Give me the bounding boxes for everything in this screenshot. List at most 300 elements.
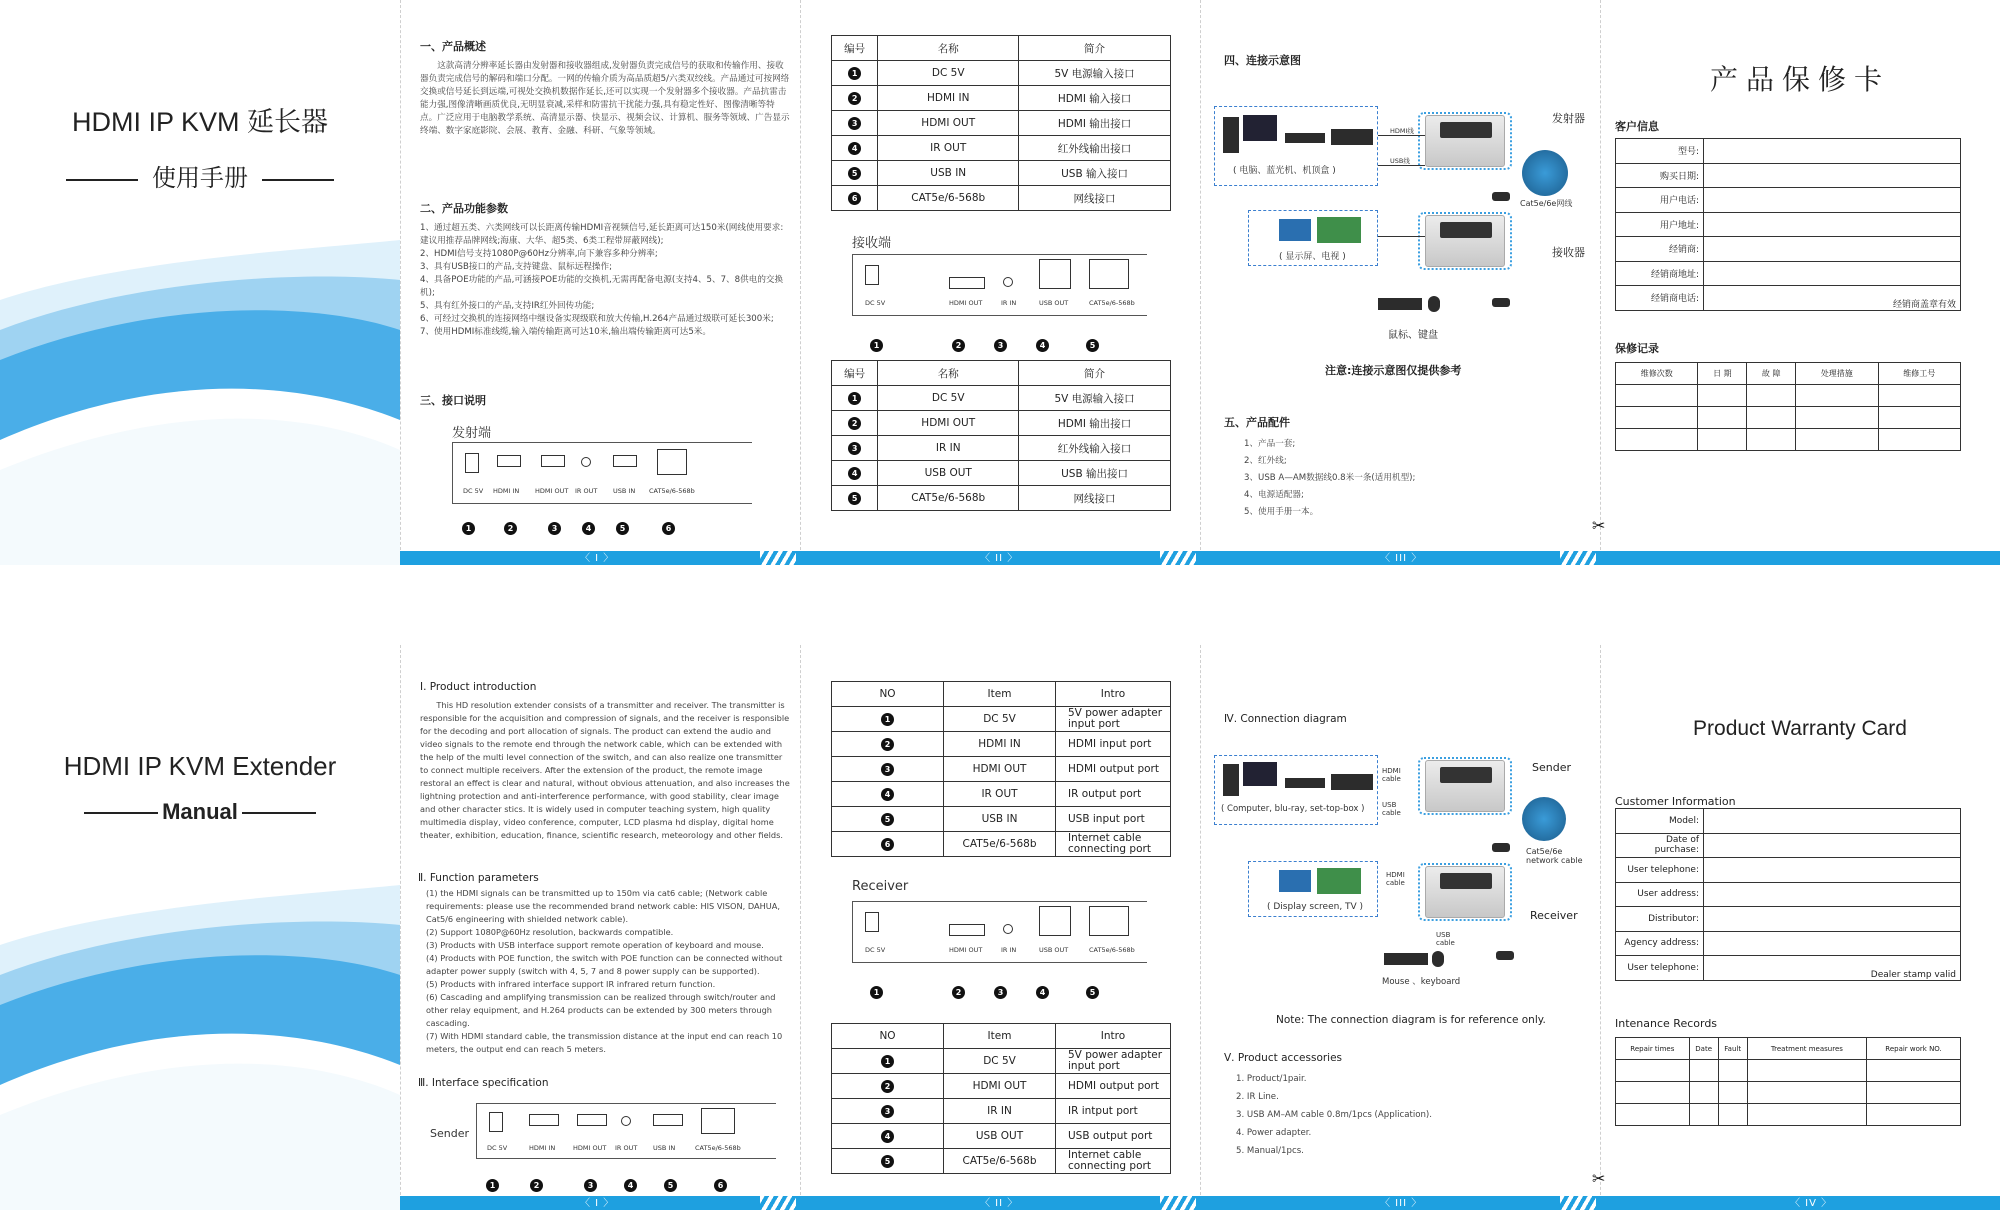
cn-customer-form bbox=[1615, 138, 1961, 311]
table-cell: HDMI OUT bbox=[878, 411, 1019, 436]
user-phone-field[interactable] bbox=[1704, 858, 1961, 883]
cn-warranty-panel bbox=[1600, 0, 2000, 565]
accessory-item: 3. USB AM–AM cable 0.8m/1pcs (Application). bbox=[1236, 1110, 1433, 1120]
cn-warranty-title: 产品保修卡 bbox=[1709, 63, 1890, 96]
port-label: HDMI IN bbox=[493, 487, 520, 495]
usb-cable-label: USB cable bbox=[1436, 931, 1455, 947]
callout-number: 6 bbox=[662, 522, 675, 535]
cn-footer-bar bbox=[400, 551, 2000, 565]
form-row bbox=[1616, 212, 1961, 237]
form-row bbox=[1616, 188, 1961, 213]
port-label: HDMI OUT bbox=[573, 1144, 607, 1152]
dc-port bbox=[865, 265, 879, 285]
accessory-item: 2、红外线; bbox=[1244, 456, 1287, 466]
cn-sender-label: 发射端 bbox=[452, 426, 492, 441]
dc-port bbox=[465, 453, 479, 473]
tv-icon bbox=[1317, 217, 1361, 243]
table-header: 处理措施 bbox=[1796, 363, 1878, 385]
en-warranty-title: Product Warranty Card bbox=[1693, 717, 1907, 740]
row-number: 5 bbox=[881, 1155, 894, 1168]
table-cell: CAT5e/6-568b bbox=[878, 186, 1019, 211]
en-func-list bbox=[418, 887, 794, 1056]
table-cell: 红外线输入接口 bbox=[1019, 436, 1171, 461]
usb-port bbox=[1039, 259, 1071, 289]
cn-func-item: 6、可经过交换机的连接网络中继设备实现级联和放大传输,H.264产品通过级联可延长300米; bbox=[420, 314, 774, 324]
callout-number: 1 bbox=[462, 522, 475, 535]
hdmi-cable-label: HDMI cable bbox=[1382, 767, 1401, 783]
model-field[interactable] bbox=[1704, 809, 1961, 834]
accessory-item: 1. Product/1pair. bbox=[1236, 1074, 1307, 1084]
en-func-item: (4) Products with POE function, the switch with POE function can be connected without adapter power supply (switch with 4, 5, 7 and 8 power supply can be supported). bbox=[426, 953, 783, 976]
form-row bbox=[1616, 261, 1961, 286]
table-row bbox=[1616, 1060, 1961, 1082]
table-cell: USB 输入接口 bbox=[1019, 161, 1171, 186]
table-cell: HDMI OUT bbox=[944, 1074, 1056, 1099]
cn-func-item: 1、通过超五类、六类网线可以长距离传输HDMI音视频信号,延长距离可达150米(网线使用要求:建议用推荐品牌网线;海康、大华、超5类、6类工程带屏蔽网线); bbox=[420, 223, 784, 246]
en-warranty-panel bbox=[1600, 645, 2000, 1210]
row-number: 2 bbox=[848, 92, 861, 105]
en-footer-bar bbox=[400, 1196, 2000, 1210]
table-header: 编号 bbox=[832, 36, 878, 61]
usb-port bbox=[1039, 906, 1071, 936]
accessory-item: 3、USB A—AM数据线0.8米一条(适用机型); bbox=[1244, 473, 1416, 483]
table-cell: USB output port bbox=[1056, 1124, 1171, 1149]
stamp-note: Dealer stamp valid bbox=[1870, 969, 1956, 980]
table-cell: IR OUT bbox=[944, 782, 1056, 807]
usb-port bbox=[613, 455, 637, 467]
table-row bbox=[832, 832, 1171, 857]
pc-tower-icon bbox=[1223, 764, 1239, 796]
en-intro-heading: Ⅰ. Product introduction bbox=[420, 681, 537, 693]
en-cover-panel bbox=[0, 645, 400, 1210]
en-func-item: (2) Support 1080P@60Hz resolution, backwards compatible. bbox=[426, 927, 674, 937]
row-number: 6 bbox=[848, 192, 861, 205]
table-cell: DC 5V bbox=[944, 1049, 1056, 1074]
table-cell: IR OUT bbox=[878, 136, 1019, 161]
port-label: IR OUT bbox=[615, 1144, 638, 1152]
cn-intro-section bbox=[420, 38, 790, 138]
en-receiver-port-panel bbox=[852, 901, 1147, 963]
table-header: Repair work NO. bbox=[1867, 1038, 1961, 1060]
table-row bbox=[832, 486, 1171, 511]
form-row bbox=[1616, 809, 1961, 834]
table-row bbox=[832, 732, 1171, 757]
settop-box-icon bbox=[1331, 774, 1373, 790]
table-header-row bbox=[832, 682, 1171, 707]
en-receiver-label: Receiver bbox=[852, 879, 909, 894]
form-row bbox=[1616, 286, 1961, 311]
ir-transmitter-icon bbox=[1492, 298, 1510, 307]
rj45-port bbox=[701, 1108, 735, 1134]
en-tables-panel bbox=[800, 645, 1200, 1210]
en-receiver-table bbox=[831, 1023, 1171, 1174]
form-label: 用户地址: bbox=[1616, 212, 1704, 237]
cn-receiver-caption: 接收器 bbox=[1552, 246, 1585, 259]
table-cell: 网线接口 bbox=[1019, 186, 1171, 211]
port-label: USB IN bbox=[653, 1144, 676, 1152]
row-number: 3 bbox=[848, 117, 861, 130]
cn-func-list bbox=[420, 222, 790, 339]
display-screen-icon bbox=[1279, 870, 1311, 892]
form-row bbox=[1616, 882, 1961, 907]
cn-accessories-heading: 五、产品配件 bbox=[1224, 416, 1290, 429]
en-cable-caption: Cat5e/6e network cable bbox=[1526, 847, 1583, 865]
table-cell: 红外线输出接口 bbox=[1019, 136, 1171, 161]
purchase-date-field[interactable] bbox=[1704, 833, 1961, 858]
table-header-row bbox=[832, 361, 1171, 386]
callout-number: 6 bbox=[714, 1179, 727, 1192]
table-row bbox=[832, 436, 1171, 461]
port-label: USB OUT bbox=[1039, 946, 1069, 954]
row-number: 2 bbox=[881, 1080, 894, 1093]
table-cell: 5V power adapter input port bbox=[1056, 707, 1171, 732]
cn-func-item: 4、具备POE功能的产品,可涵接POE功能的交换机,无需再配备电源(支持4、5、7、8供电的交换机); bbox=[420, 275, 784, 298]
page-number: 〈 I 〉 bbox=[580, 553, 615, 564]
cn-displays-caption: ( 显示屏、电视 ) bbox=[1279, 252, 1346, 262]
row-number: 1 bbox=[881, 713, 894, 726]
en-iface-heading: Ⅲ. Interface specification bbox=[418, 1077, 549, 1089]
en-diagram-note: Note: The connection diagram is for reference only. bbox=[1276, 1014, 1546, 1026]
form-label: 购买日期: bbox=[1616, 163, 1704, 188]
form-label: Agency address: bbox=[1616, 931, 1704, 956]
cn-peripherals-caption: 鼠标、键盘 bbox=[1388, 330, 1438, 341]
settop-box-icon bbox=[1331, 129, 1373, 145]
form-label: 型号: bbox=[1616, 139, 1704, 164]
user-address-field[interactable] bbox=[1704, 882, 1961, 907]
user-address-field[interactable] bbox=[1704, 212, 1961, 237]
en-records-table bbox=[1615, 1037, 1961, 1126]
port-label: CAT5e/6-568b bbox=[1089, 299, 1135, 307]
cn-diagram-heading: 四、连接示意图 bbox=[1224, 54, 1301, 67]
table-row bbox=[1616, 1082, 1961, 1104]
purchase-date-field[interactable] bbox=[1704, 163, 1961, 188]
table-cell: USB IN bbox=[944, 807, 1056, 832]
hdmi-cable-label: HDMI cable bbox=[1386, 871, 1405, 887]
cn-cover-title: HDMI IP KVM 延长器 bbox=[71, 107, 329, 137]
cn-func-section bbox=[420, 200, 790, 339]
distributor-field[interactable] bbox=[1704, 907, 1961, 932]
table-row bbox=[832, 86, 1171, 111]
table-header: 维修次数 bbox=[1616, 363, 1698, 385]
row-number: 1 bbox=[881, 1055, 894, 1068]
cn-accessories-list bbox=[1224, 436, 1574, 521]
hdmi-port bbox=[541, 455, 565, 467]
en-source-box bbox=[1214, 755, 1378, 825]
ir-port bbox=[1003, 924, 1013, 934]
table-row bbox=[832, 461, 1171, 486]
en-accessories-section bbox=[1224, 1052, 1574, 1160]
receiver-device bbox=[1425, 866, 1505, 918]
form-label: User telephone: bbox=[1616, 956, 1704, 981]
cn-receiver-label: 接收端 bbox=[852, 236, 892, 251]
rj45-port bbox=[1089, 906, 1129, 936]
table-row bbox=[832, 1149, 1171, 1174]
table-row bbox=[1616, 429, 1961, 451]
callout-number: 3 bbox=[584, 1179, 597, 1192]
table-cell: IR IN bbox=[878, 436, 1019, 461]
table-cell: HDMI output port bbox=[1056, 757, 1171, 782]
en-receiver-caption: Receiver bbox=[1530, 909, 1578, 922]
ir-port bbox=[1003, 277, 1013, 287]
cn-func-item: 3、具有USB接口的产品,支持键盘、鼠标远程操作; bbox=[420, 262, 613, 272]
table-cell: DC 5V bbox=[944, 707, 1056, 732]
form-label: 经销商电话: bbox=[1616, 286, 1704, 311]
table-row bbox=[832, 386, 1171, 411]
display-screen-icon bbox=[1279, 219, 1311, 241]
agency-address-field[interactable] bbox=[1704, 931, 1961, 956]
cn-wave-graphic bbox=[0, 0, 400, 565]
cn-iface-heading: 三、接口说明 bbox=[420, 394, 486, 407]
en-func-heading: Ⅱ. Function parameters bbox=[418, 872, 539, 884]
form-row bbox=[1616, 139, 1961, 164]
port-label: CAT5e/6-568b bbox=[649, 487, 695, 495]
keyboard-icon bbox=[1378, 298, 1422, 310]
cn-sender-caption: 发射器 bbox=[1552, 112, 1585, 125]
row-number: 6 bbox=[881, 838, 894, 851]
callout-number: 5 bbox=[1086, 339, 1099, 352]
table-header: 编号 bbox=[832, 361, 878, 386]
table-cell: USB 输出接口 bbox=[1019, 461, 1171, 486]
cn-intro-panel bbox=[400, 0, 800, 565]
rj45-port bbox=[1089, 259, 1129, 289]
table-cell: USB OUT bbox=[878, 461, 1019, 486]
callout-number: 4 bbox=[624, 1179, 637, 1192]
en-sources-caption: ( Computer, blu-ray, set-top-box ) bbox=[1221, 804, 1365, 814]
table-header: 简介 bbox=[1019, 36, 1171, 61]
en-func-item: (6) Cascading and amplifying transmission can be realized through switch/router and other relay equipment, and H.264 products can be extended by 300 meters through cascading. bbox=[426, 992, 776, 1028]
scissors-icon: ✂ bbox=[1592, 516, 1606, 535]
table-row bbox=[832, 1124, 1171, 1149]
table-cell: 5V 电源输入接口 bbox=[1019, 386, 1171, 411]
row-number: 5 bbox=[848, 492, 861, 505]
table-header: Treatment measures bbox=[1747, 1038, 1866, 1060]
port-label: IR IN bbox=[1001, 946, 1017, 954]
cn-cable-caption: Cat5e/6e网线 bbox=[1520, 199, 1573, 208]
table-cell: HDMI OUT bbox=[878, 111, 1019, 136]
form-row bbox=[1616, 931, 1961, 956]
table-cell: IR IN bbox=[944, 1099, 1056, 1124]
table-cell: CAT5e/6-568b bbox=[944, 832, 1056, 857]
form-row bbox=[1616, 858, 1961, 883]
table-row bbox=[832, 1074, 1171, 1099]
table-cell: DC 5V bbox=[878, 61, 1019, 86]
en-func-item: (5) Products with infrared interface support IR infrared return function. bbox=[426, 979, 716, 989]
table-cell: 5V 电源输入接口 bbox=[1019, 61, 1171, 86]
table-cell: CAT5e/6-568b bbox=[944, 1149, 1056, 1174]
accessory-item: 5. Manual/1pcs. bbox=[1236, 1146, 1304, 1156]
table-cell: USB OUT bbox=[944, 1124, 1056, 1149]
callout-number: 2 bbox=[952, 986, 965, 999]
en-sender-table bbox=[831, 681, 1171, 857]
callout-number: 1 bbox=[870, 339, 883, 352]
form-row bbox=[1616, 956, 1961, 981]
cn-source-box bbox=[1214, 106, 1378, 186]
port-label: DC 5V bbox=[865, 299, 886, 307]
dc-port bbox=[489, 1112, 503, 1132]
table-header: 故 障 bbox=[1747, 363, 1796, 385]
page-number: 〈 II 〉 bbox=[980, 1198, 1019, 1209]
agency-address-field[interactable] bbox=[1704, 261, 1961, 286]
table-header: Intro bbox=[1056, 682, 1171, 707]
cn-records-heading: 保修记录 bbox=[1615, 342, 1659, 355]
table-row bbox=[1616, 385, 1961, 407]
row-number: 4 bbox=[881, 1130, 894, 1143]
table-cell: IR output port bbox=[1056, 782, 1171, 807]
network-cable-icon bbox=[1522, 150, 1568, 196]
table-header: Item bbox=[944, 682, 1056, 707]
mouse-icon bbox=[1428, 296, 1440, 312]
model-field[interactable] bbox=[1704, 139, 1961, 164]
table-cell: 网线接口 bbox=[1019, 486, 1171, 511]
row-number: 3 bbox=[848, 442, 861, 455]
usb-cable-label: USB cable bbox=[1382, 801, 1401, 817]
callout-number: 4 bbox=[1036, 339, 1049, 352]
callout-number: 4 bbox=[1036, 986, 1049, 999]
table-header: Item bbox=[944, 1024, 1056, 1049]
port-label: DC 5V bbox=[463, 487, 484, 495]
accessory-item: 1、产品一套; bbox=[1244, 439, 1296, 449]
form-label: 经销商地址: bbox=[1616, 261, 1704, 286]
row-number: 4 bbox=[881, 788, 894, 801]
page-number: 〈 III 〉 bbox=[1380, 553, 1423, 564]
hdmi-port bbox=[497, 455, 521, 467]
table-cell: USB IN bbox=[878, 161, 1019, 186]
table-row bbox=[1616, 1104, 1961, 1126]
hdmi-cable-label: HDMI线 bbox=[1390, 127, 1414, 135]
table-header: Repair times bbox=[1616, 1038, 1690, 1060]
usb-port bbox=[653, 1114, 683, 1126]
en-cover-subtitle: Manual bbox=[0, 799, 400, 825]
callout-number: 5 bbox=[1086, 986, 1099, 999]
page-number: 〈 II 〉 bbox=[980, 553, 1019, 564]
table-row bbox=[832, 807, 1171, 832]
dealer-phone-field[interactable] bbox=[1704, 286, 1961, 311]
form-label: User telephone: bbox=[1616, 858, 1704, 883]
ir-transmitter-icon bbox=[1496, 951, 1514, 960]
en-diagram-heading: Ⅳ. Connection diagram bbox=[1224, 713, 1347, 725]
row-number: 5 bbox=[848, 167, 861, 180]
cn-diagram-note: 注意:连接示意图仅提供参考 bbox=[1325, 364, 1462, 377]
table-cell: 5V power adapter input port bbox=[1056, 1049, 1171, 1074]
table-cell: HDMI IN bbox=[878, 86, 1019, 111]
cn-func-item: 2、HDMI信号支持1080P@60Hz分辨率,向下兼容多种分辨率; bbox=[420, 249, 658, 259]
cn-customer-heading: 客户信息 bbox=[1615, 120, 1659, 133]
ir-receiver-icon bbox=[1492, 843, 1510, 852]
table-header: 名称 bbox=[878, 361, 1019, 386]
callout-number: 1 bbox=[870, 986, 883, 999]
form-label: Date of purchase: bbox=[1616, 833, 1704, 858]
table-header-row bbox=[832, 1024, 1171, 1049]
monitor-icon bbox=[1243, 115, 1277, 141]
bluray-icon bbox=[1285, 778, 1325, 788]
chinese-manual-sheet bbox=[0, 0, 2000, 565]
table-cell: USB input port bbox=[1056, 807, 1171, 832]
en-peripherals-caption: Mouse 、keyboard bbox=[1382, 977, 1461, 987]
table-row bbox=[832, 757, 1171, 782]
table-row bbox=[832, 1049, 1171, 1074]
en-customer-heading: Customer Information bbox=[1615, 795, 1736, 808]
row-number: 1 bbox=[848, 392, 861, 405]
cn-diagram-panel bbox=[1200, 0, 1600, 565]
form-label: 用户电话: bbox=[1616, 188, 1704, 213]
table-row bbox=[1616, 407, 1961, 429]
en-intro-section bbox=[420, 681, 792, 842]
scissors-icon: ✂ bbox=[1592, 1169, 1606, 1188]
en-intro-text: This HD resolution extender consists of a transmitter and receiver. The transmitter is responsible for the acquisition and compression of signals, and the receiver is responsible for the decoding and port allocation of signals. The product can extend the audio and video signals to the remote end through the network cable, which can be extended with the help of the multi level connection of the switch, and can also realize one transmitter to connect multiple receivers. After the extension of the product, the remote image restoral an effect is clear and natural, without obvious attenuation, and also increases the lightning protection and anti-interference performance, with good stability, clear image and other character stics. It is widely used in computer teaching system, high quality multimedia display, video conference, computer, LCD plasma hd display, digital home theater, exhibition, education, finance, scientific research, meteorology and other fields. bbox=[420, 700, 790, 840]
table-cell: HDMI output port bbox=[1056, 1074, 1171, 1099]
cn-sender-table bbox=[831, 35, 1171, 211]
table-row bbox=[832, 136, 1171, 161]
port-label: HDMI OUT bbox=[949, 299, 983, 307]
dealer-phone-field[interactable] bbox=[1704, 956, 1961, 981]
port-label: CAT5e/6-568b bbox=[695, 1144, 741, 1152]
form-row bbox=[1616, 163, 1961, 188]
table-header: NO bbox=[832, 1024, 944, 1049]
callout-number: 5 bbox=[664, 1179, 677, 1192]
receiver-device bbox=[1425, 215, 1505, 267]
cn-receiver-port-panel bbox=[852, 254, 1147, 316]
accessory-item: 4. Power adapter. bbox=[1236, 1128, 1312, 1138]
port-label: DC 5V bbox=[865, 946, 886, 954]
table-cell: HDMI IN bbox=[944, 732, 1056, 757]
form-label: Distributor: bbox=[1616, 907, 1704, 932]
distributor-field[interactable] bbox=[1704, 237, 1961, 262]
table-cell: HDMI 输出接口 bbox=[1019, 411, 1171, 436]
port-label: HDMI OUT bbox=[949, 946, 983, 954]
table-row bbox=[832, 161, 1171, 186]
user-phone-field[interactable] bbox=[1704, 188, 1961, 213]
port-label: IR OUT bbox=[575, 487, 598, 495]
port-label: IR IN bbox=[1001, 299, 1017, 307]
row-number: 4 bbox=[848, 142, 861, 155]
port-label: HDMI IN bbox=[529, 1144, 556, 1152]
cn-func-item: 5、具有红外接口的产品,支持IR红外回传功能; bbox=[420, 301, 595, 311]
table-header: Intro bbox=[1056, 1024, 1171, 1049]
table-header: Fault bbox=[1718, 1038, 1747, 1060]
hdmi-port bbox=[529, 1114, 559, 1126]
accessory-item: 5、使用手册一本。 bbox=[1244, 507, 1319, 517]
cn-cover-panel bbox=[0, 0, 400, 565]
records-header-row bbox=[1616, 363, 1961, 385]
en-diagram-panel bbox=[1200, 645, 1600, 1210]
cn-receiver-table bbox=[831, 360, 1171, 511]
callout-number: 1 bbox=[486, 1179, 499, 1192]
table-header: Date bbox=[1689, 1038, 1718, 1060]
table-cell: Internet cable connecting port bbox=[1056, 832, 1171, 857]
hdmi-port bbox=[577, 1114, 607, 1126]
accessory-item: 2. IR Line. bbox=[1236, 1092, 1279, 1102]
monitor-icon bbox=[1243, 762, 1277, 786]
row-number: 1 bbox=[848, 67, 861, 80]
page-number: 〈 IV 〉 bbox=[1790, 1198, 1833, 1209]
en-accessories-list bbox=[1224, 1070, 1574, 1160]
en-displays-caption: ( Display screen, TV ) bbox=[1267, 902, 1364, 912]
rj45-port bbox=[657, 449, 687, 475]
table-cell: Internet cable connecting port bbox=[1056, 1149, 1171, 1174]
port-label: DC 5V bbox=[487, 1144, 508, 1152]
en-records-heading: Intenance Records bbox=[1615, 1017, 1718, 1030]
table-header: 简介 bbox=[1019, 361, 1171, 386]
table-cell: IR intput port bbox=[1056, 1099, 1171, 1124]
ir-port bbox=[621, 1116, 631, 1126]
tv-icon bbox=[1317, 868, 1361, 894]
callout-number: 4 bbox=[582, 522, 595, 535]
cn-sender-port-panel bbox=[452, 442, 752, 504]
en-sender-port-panel bbox=[476, 1103, 776, 1159]
table-cell: DC 5V bbox=[878, 386, 1019, 411]
form-label: 经销商: bbox=[1616, 237, 1704, 262]
cn-func-item: 7、使用HDMI标准线缆,输入端传输距离可达10米,输出端传输距离可达5米。 bbox=[420, 327, 711, 337]
